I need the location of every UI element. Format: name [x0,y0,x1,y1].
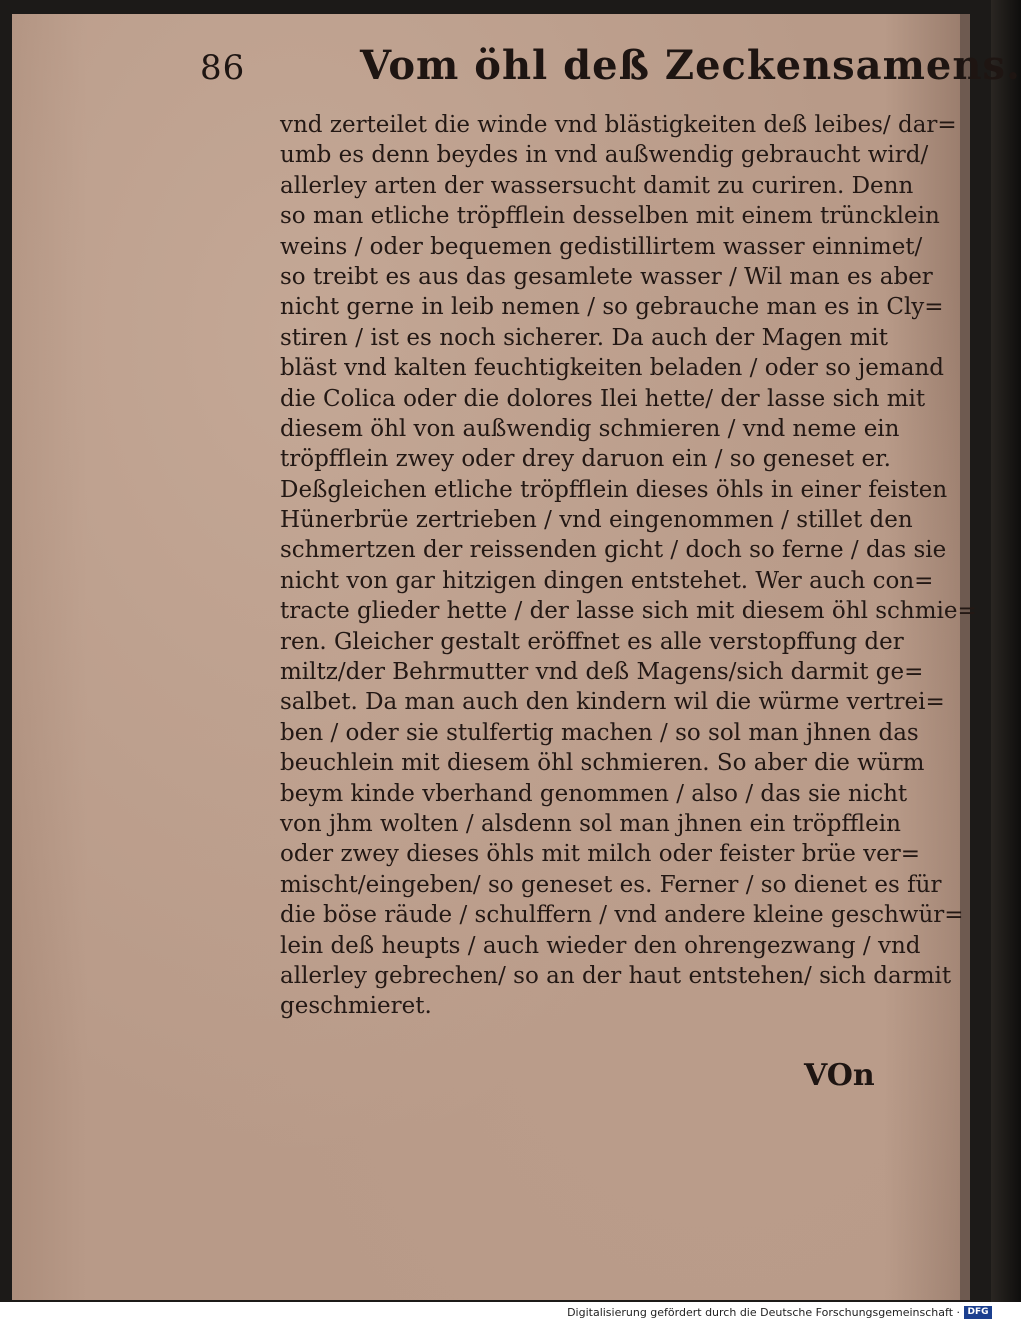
text-line: mischt/eingeben/ so geneset es. Ferner / so dienet es für [280,871,942,898]
text-line: weins / oder bequemen gedistillirtem wasser einnimet/ [280,233,923,260]
text-line: beym kinde vberhand genommen / also / das sie nicht [280,780,908,807]
text-line: nicht gerne in leib nemen / so gebrauche man es in Cly= [280,294,944,321]
text-line: geschmieret. [280,993,432,1020]
text-line: vnd zerteilet die winde vnd blästigkeiten deß leibes/ dar= [280,112,957,138]
page-header [200,40,1021,100]
text-line: miltz/der Behrmutter vnd deß Magens/sich darmit ge= [280,659,924,686]
running-title: Vom öhl deß Zeckensamens. [360,42,1021,89]
text-line: umb es denn beydes in vnd außwendig gebraucht wird/ [280,142,929,169]
text-line: so man etliche tröpfflein desselben mit einem trüncklein [280,203,940,230]
text-line: tröpfflein zwey oder drey daruon ein / so geneset er. [280,446,891,473]
text-line: nicht von gar hitzigen dingen entstehet. Wer auch con= [280,567,934,594]
catchword: VOn [804,1058,875,1093]
text-line: von jhm wolten / alsdenn sol man jhnen ein tröpfflein [280,810,901,837]
text-line: salbet. Da man auch den kindern wil die würme vertrei= [280,689,945,716]
text-line: schmertzen der reissenden gicht / doch so ferne / das sie [280,537,947,564]
text-line: oder zwey dieses öhls mit milch oder feister brüe ver= [280,841,921,868]
text-line: lein deß heupts / auch wieder den ohrengezwang / vnd [280,932,921,959]
page-number: 86 [200,48,246,88]
text-line: ben / oder sie stulfertig machen / so sol man jhnen das [280,719,919,746]
funding-credit: Digitalisierung gefördert durch die Deutsche Forschungsgemeinschaft · [567,1306,960,1319]
text-line: diesem öhl von außwendig schmieren / vnd neme ein [280,415,900,442]
dfg-logo: DFG [964,1306,992,1319]
text-line: bläst vnd kalten feuchtigkeiten beladen / oder so jemand [280,355,944,382]
body-text [280,110,977,1022]
text-line: tracte glieder hette / der lasse sich mit diesem öhl schmie= [280,598,977,625]
text-line: allerley arten der wassersucht damit zu curiren. Denn [280,172,914,199]
footer-bar [0,1302,1000,1323]
text-line: Hünerbrüe zertrieben / vnd eingenommen / stillet den [280,507,913,534]
text-line: Deßgleichen etliche tröpfflein dieses öhls in einer feisten [280,476,948,503]
text-line: die Colica oder die dolores Ilei hette/ der lasse sich mit [280,385,926,412]
text-line: ren. Gleicher gestalt eröffnet es alle verstopffung der [280,628,904,655]
text-line: so treibt es aus das gesamlete wasser / Wil man es aber [280,263,933,290]
book-edge [991,0,1021,1302]
text-line: beuchlein mit diesem öhl schmieren. So aber die würm [280,750,925,777]
text-line: die böse räude / schulffern / vnd andere kleine geschwür= [280,902,964,929]
text-line: stiren / ist es noch sicherer. Da auch der Magen mit [280,324,888,351]
text-line: allerley gebrechen/ so an der haut entstehen/ sich darmit [280,962,952,989]
